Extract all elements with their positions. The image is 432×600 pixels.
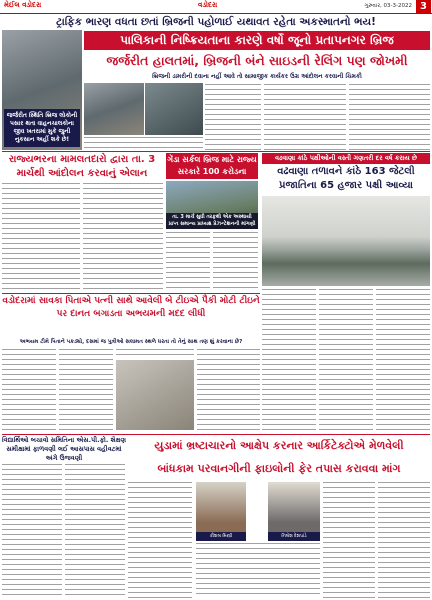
story1-subhead: બ્રિજની ડામરીની દવાના નહીં આવે તો સામાજીક કાર્યકર ઉગ્ર આંદોલન કરવાની ચિમકી	[152, 73, 362, 80]
story2-body-col1	[2, 183, 80, 291]
story7-portrait-2-caption: નિલેશ દેશપાંડે	[268, 532, 320, 541]
issue-date: ગુરુવાર, 03-3-2022	[364, 3, 412, 9]
story7-body-col2	[196, 543, 320, 598]
story5-body-col4	[197, 349, 260, 433]
story1-headline-line1: પાલિકાની નિષ્ક્રિયતાના કારણે વર્ષો જૂનો પ્રતાપનગર બ્રિજ	[84, 31, 430, 50]
story5-headline: વડોદરામાં સાવકા પિતાએ પત્ની સાથે આવેલી બે ટીઇએ પૈકી મોટી ટીઇને પર દાનત બગાડતા અભયમની મદદ લીધી	[2, 296, 260, 319]
story3-body-col2	[213, 232, 258, 291]
story3-headline: ગેંડા સર્કલ બ્રિજ માટે રાજ્ય સરકારે 100 કરોડના	[166, 153, 258, 179]
story5-photo	[116, 360, 194, 430]
city-name: વડોદરા	[198, 1, 218, 9]
story1-bridge-photo	[145, 83, 203, 135]
section-divider	[2, 151, 430, 152]
story1-body-col4	[84, 137, 203, 150]
story7-headline-line2: બાંધકામ પરવાનગીની ફાઇલોની ફેર તપાસ કરાવવા માંગ	[157, 462, 401, 475]
section-name: મેઈલ વડોદરા	[4, 1, 42, 9]
story1-headline-line2: જર્જરીત હાલતમાં, બ્રિજની બંને સાઇડની રેલિંગ પણ જોખમી	[84, 51, 430, 71]
section-divider-3	[2, 434, 430, 435]
story7-headline-line1: યુડામાં ભ્રષ્ટાચારનો આક્ષેપ કરનાર આર્કિટેક્ટોએ મેળવેલી	[154, 439, 404, 452]
story4-headline: વઢવાણા તળાવને કાંઠે 163 જેટલી પ્રજાતિના 65 હજાર પક્ષી આવ્યા	[277, 166, 415, 191]
story3-body-col1	[166, 232, 210, 291]
story6-body-col1	[2, 464, 62, 598]
page-number: 3	[416, 0, 431, 14]
story4-tag: વઢવાણા કાંઠે પક્ષીઓની વસ્તી ગણતરી દર વર્ષ કરાય છે	[262, 153, 430, 164]
story1-photo-caption: જર્જરીત સ્થિતિ બ્રિજ લોકોની પસાર થતા વાહનચાલકોના જીવ ખતરામાં મુકે જુની નુકસાન અહીં શકે છે!	[4, 109, 80, 147]
story4-body-col2	[319, 289, 373, 433]
story7-body-col4	[378, 482, 430, 598]
section-divider-2	[2, 293, 260, 294]
story1-body-col3	[349, 84, 430, 150]
page-header	[0, 0, 432, 14]
story4-lake-photo	[262, 196, 430, 286]
story1-kicker: ટ્રાફિક ભારણ વધતા છતાં બ્રિજની પહોળાઈ યથાવત રહેતા અકસ્માતનો ભય!	[56, 16, 376, 28]
story1-photo	[2, 30, 82, 150]
story6-headline: વિદ્યાર્થિઓ બચાવો સમિતિના એસ.પી.ફો. શૈક્ષણ સમીક્ષામાં ફાળવણી લઈ આસપાસ વહીવટમાં અંગે ઉજવણી	[2, 436, 126, 462]
story2-body-col2	[83, 183, 163, 291]
story1-body-col2	[264, 84, 346, 150]
story3-photo-caption: તા. 3 માર્ચ સુધી તરફથી એક અસ્થાયી પ્રાપ્ત સમાન્ય પ્રાધ્યક્ષ પ્રેઝન્ટેશનની માંગણી	[166, 213, 258, 229]
story7-body-col3	[323, 482, 375, 598]
story7-portrait-1-caption: કૌશલ મિસ્ત્રી	[196, 532, 246, 541]
story4-body-col3	[376, 289, 430, 433]
story3-photo	[166, 181, 258, 229]
story1-body-col1	[205, 84, 261, 150]
story6-body-col2	[65, 464, 125, 598]
story5-subhead: અભયમ ટીમે પિતાને પકડ્યો, દસમાં જ પુત્રીઓ સલામત સ્થળે ધરતા તો તેનું સાથ તણ શું કરવાના છે?	[19, 339, 243, 345]
story5-body-col3	[116, 349, 194, 359]
story2-headline: રાજ્યભરના મામલતદારો દ્વારા તા. 3 માર્ચથી આંદોલન કરવાનું એલાન	[8, 154, 156, 179]
story4-body-col1	[262, 289, 316, 433]
story5-body-col1	[2, 349, 56, 433]
story1-inset-photo	[84, 83, 144, 135]
story7-body-col1	[128, 482, 192, 598]
story5-body-col2	[59, 349, 113, 433]
